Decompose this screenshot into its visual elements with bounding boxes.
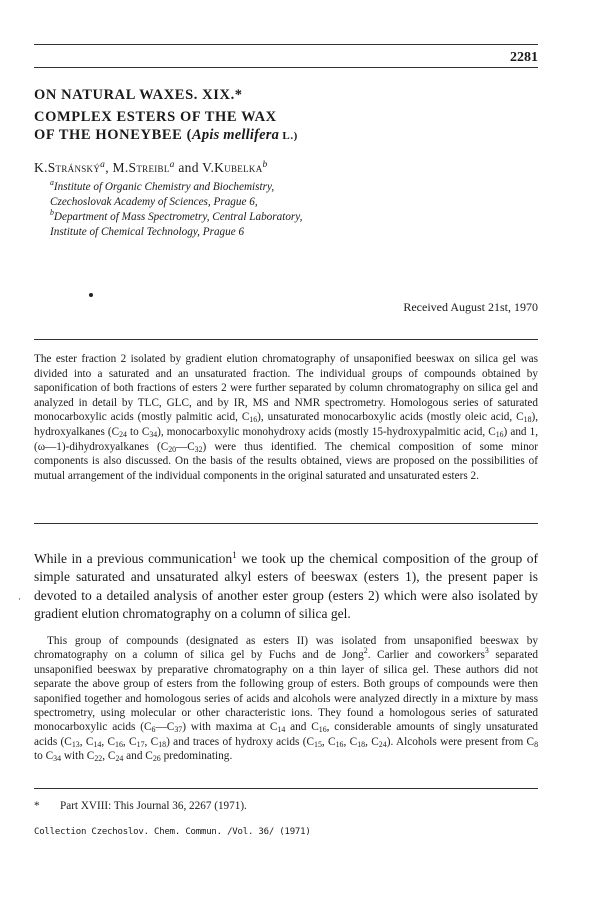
title-line-2: COMPLEX ESTERS OF THE WAX <box>34 109 277 125</box>
affiliation-a: $^a$Institute of Organic Chemistry and Biochemistry, Czechoslovak Academy of Sciences, Prague 6, <box>50 178 275 208</box>
header-rule <box>34 44 538 45</box>
intro-paragraph: While in a previous communication$^1$ we took up the chemical composition of the group of simple saturated and unsaturated alkyl esters of beeswax (esters 1), the present paper is devoted to a detailed analysis of another ester group (esters 2) which were also isolated by gradient elution chromatography on a column of silica gel. <box>34 551 538 622</box>
footnote-text: Part XVIII: This Journal 36, 2267 (1971). <box>60 800 247 812</box>
body-paragraph: This group of compounds (designated as esters II) was isolated from unsaponified beeswax by chromatography on a column of silica gel by Fuchs and de Jong$^2$. Carlier and coworkers$^3$ separated unsaponified beeswax by preparative chromatography on a thin layer of silica gel. These authors did not separate the above group of esters from the following group of esters. Both groups of compounds were then saponified together and homologous series of acids and alcohols were analyzed directly in a mixture by mass spectrometry, using molecular or other characteristic ions. They found a homologous series of saturated monocarboxylic acids $(C_6—C_{37})$ with maxima at $C_{14}$ and $C_{16}$, considerable amounts of singly unsaturated acids ($C_{13}$, $C_{14}$, $C_{16}$, $C_{17}$, $C_{18}$) and traces of hydroxy acids ($C_{15}$, $C_{16}$, $C_{18}$, $C_{24}$). Alcohols were present from $C_8$ to $C_{34}$ with $C_{22}$, $C_{24}$ and $C_{26}$ predominating. <box>34 635 539 764</box>
ref-1: 1 <box>232 551 237 561</box>
species-name: Apis mellifera <box>192 127 280 143</box>
footnote-rule <box>34 788 538 789</box>
footnote <box>34 800 247 812</box>
author-list: K.Stránský$^a$, M.Streibl$^a$ and V.Kubelka$^b$ <box>34 160 268 175</box>
series-title: ON NATURAL WAXES. XIX.* <box>34 87 243 103</box>
margin-mark: · <box>18 594 21 604</box>
journal-citation: Collection Czechoslov. Chem. Commun. /Vol. 36/ (1971) <box>34 827 311 837</box>
header-rule-lower <box>34 67 538 68</box>
page-number: 2281 <box>510 50 538 65</box>
stray-dot <box>89 293 93 297</box>
abstract: The ester fraction 2 isolated by gradient elution chromatography of unsaponified beeswax on silica gel was divided into a saturated and an unsaturated fraction. The individual groups of compounds obtained by saponification of both fractions of esters 2 were further separated by column chromatography on silica gel and analyzed in detail by TLC, GLC, and by IR, MS and NMR spectrometry. Homologous series of saturated monocarboxylic acids (mostly palmitic acid, $C_{16}$), unsaturated monocarboxylic acids (mostly oleic acid, $C_{18}$), hydroxyalkanes ($C_{24}$ to $C_{34}$), monocarboxylic monohydroxy acids (mostly 15-hydroxypalmitic acid, $C_{16}$) and 1,(ω—1)-dihydroxyalkanes $(C_{20}—C_{32})$ were thus identified. The chemical composition of some minor components is also discussed. On the basis of the results obtained, views are proposed on the possibilities of mutual arrangement of the individual components in the original saturated and unsaturated esters 2. <box>34 353 539 482</box>
title-line-3: OF THE HONEYBEE (Apis mellifera L.) <box>34 127 298 143</box>
affiliation-b: $^b$Department of Mass Spectrometry, Central Laboratory, Institute of Chemical Technology, Prague 6 <box>50 208 303 238</box>
footnote-mark: * <box>34 800 40 812</box>
abstract-top-rule <box>34 339 538 340</box>
abstract-bottom-rule <box>34 523 538 524</box>
received-date: Received August 21st, 1970 <box>403 300 538 314</box>
